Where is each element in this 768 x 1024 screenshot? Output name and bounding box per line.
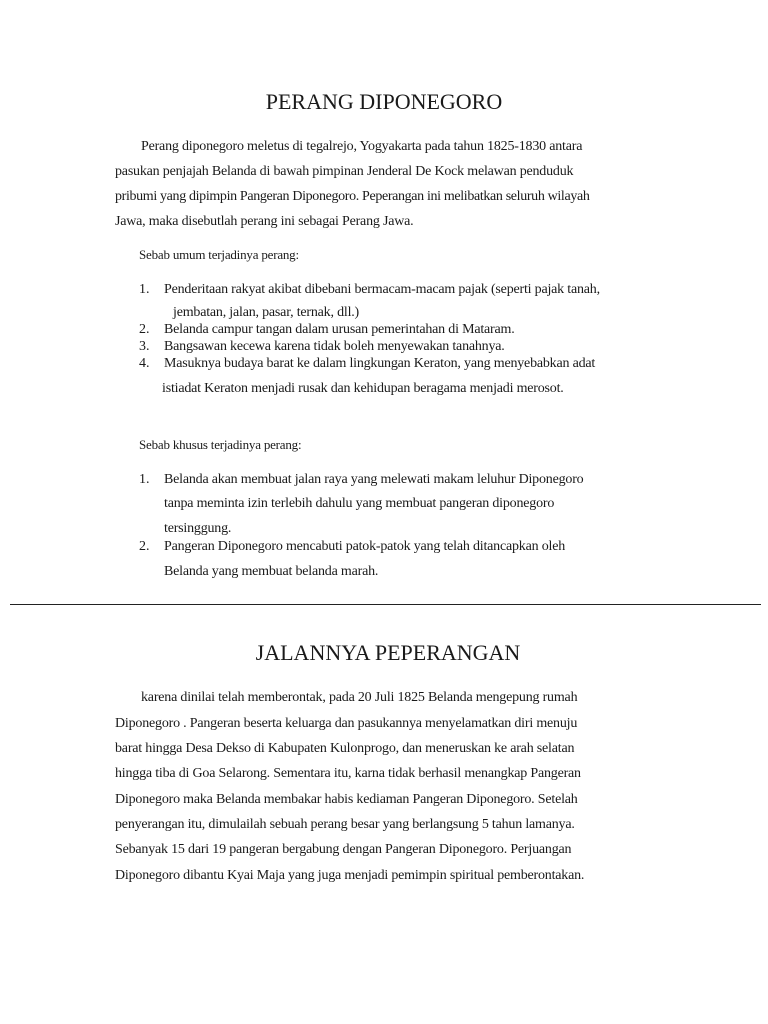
list-item-text: Belanda akan membuat jalan raya yang melewati makam leluhur Diponegoro xyxy=(164,472,584,487)
list-item-text: Masuknya budaya barat ke dalam lingkungan Keraton, yang menyebabkan adat xyxy=(164,356,596,371)
list-item-text: Pangeran Diponegoro mencabuti patok-patok yang telah ditancapkan oleh xyxy=(164,539,566,554)
list-number: 2. xyxy=(139,322,150,337)
paragraph-line: hingga tiba di Goa Selarong. Sementara itu, karna tidak berhasil menangkap Pangeran xyxy=(115,766,581,781)
general-causes-heading: Sebab umum terjadinya perang: xyxy=(139,247,299,262)
paragraph-line: Diponegoro maka Belanda membakar habis kediaman Pangeran Diponegoro. Setelah xyxy=(115,792,578,807)
list-item-text: Belanda campur tangan dalam urusan pemerintahan di Mataram. xyxy=(164,322,515,337)
paragraph-line: Sebanyak 15 dari 19 pangeran bergabung dengan Pangeran Diponegoro. Perjuangan xyxy=(115,842,572,857)
paragraph-line: Diponegoro dibantu Kyai Maja yang juga menjadi pemimpin spiritual pemberontakan. xyxy=(115,868,585,883)
paragraph-line: Jawa, maka disebutlah perang ini sebagai Perang Jawa. xyxy=(115,214,414,229)
list-item-text: Bangsawan kecewa karena tidak boleh menyewakan tanahnya. xyxy=(164,339,505,354)
paragraph-line: pasukan penjajah Belanda di bawah pimpinan Jenderal De Kock melawan penduduk xyxy=(115,164,574,179)
list-number: 1. xyxy=(139,282,150,297)
list-number: 2. xyxy=(139,539,150,554)
list-item-text: Belanda yang membuat belanda marah. xyxy=(164,564,379,579)
paragraph-line: Diponegoro . Pangeran beserta keluarga dan pasukannya menyelamatkan diri menuju xyxy=(115,716,578,731)
list-item-text: tanpa meminta izin terlebih dahulu yang membuat pangeran diponegoro xyxy=(164,496,555,511)
paragraph-line: barat hingga Desa Dekso di Kabupaten Kulonprogo, dan meneruskan ke arah selatan xyxy=(115,741,575,756)
list-number: 1. xyxy=(139,472,150,487)
list-item-text: Penderitaan rakyat akibat dibebani bermacam-macam pajak (seperti pajak tanah, xyxy=(164,282,600,297)
list-item-text: tersinggung. xyxy=(164,521,232,536)
paragraph-line: Perang diponegoro meletus di tegalrejo, Yogyakarta pada tahun 1825-1830 antara xyxy=(141,139,583,154)
section-title: JALANNYA PEPERANGAN xyxy=(255,640,521,665)
list-number: 4. xyxy=(139,356,150,371)
list-item-text: jembatan, jalan, pasar, ternak, dll.) xyxy=(173,305,360,320)
list-number: 3. xyxy=(139,339,150,354)
specific-causes-heading: Sebab khusus terjadinya perang: xyxy=(139,437,302,452)
paragraph-line: penyerangan itu, dimulailah sebuah perang besar yang berlangsung 5 tahun lamanya. xyxy=(115,817,575,832)
paragraph-line: pribumi yang dipimpin Pangeran Diponegoro. Peperangan ini melibatkan seluruh wilayah xyxy=(115,189,590,204)
paragraph-line: karena dinilai telah memberontak, pada 20 Juli 1825 Belanda mengepung rumah xyxy=(141,690,578,705)
page-title: PERANG DIPONEGORO xyxy=(265,89,503,114)
section-divider xyxy=(10,604,761,605)
list-item-text: istiadat Keraton menjadi rusak dan kehidupan beragama menjadi merosot. xyxy=(162,381,564,396)
